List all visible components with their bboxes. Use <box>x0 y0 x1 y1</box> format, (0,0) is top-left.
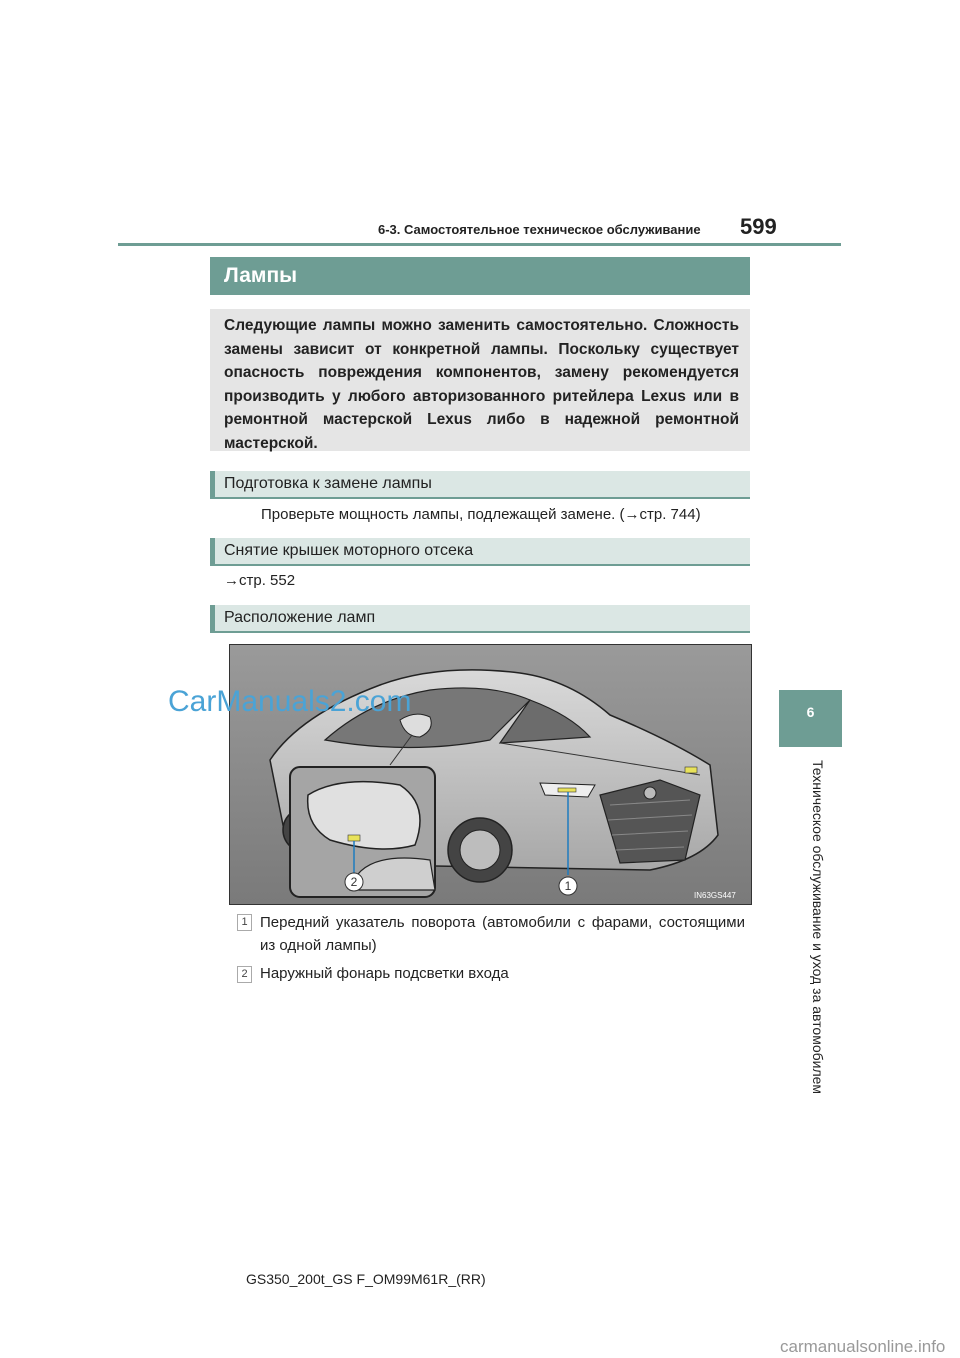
legend-number-badge: 2 <box>237 966 252 983</box>
section-heading: Расположение ламп <box>224 609 376 626</box>
footer-site-watermark: carmanualsonline.info <box>780 1337 946 1356</box>
chapter-number: 6 <box>806 704 815 720</box>
figure-code: IN63GS447 <box>694 891 736 900</box>
legend-item-text: Передний указатель поворота (автомобили с фарами, состоящими из одной лампы) <box>260 914 745 954</box>
page-number: 599 <box>740 214 777 239</box>
car-drawing <box>230 645 751 904</box>
callout-2-label: 2 <box>350 875 358 889</box>
callout-1-label: 1 <box>564 879 572 893</box>
legend-item-text: Наружный фонарь подсветки входа <box>260 965 509 982</box>
chapter-title: Техническое обслуживание и уход за автомобилем <box>810 760 826 1095</box>
header-divider <box>118 243 841 246</box>
car-lamp-illustration <box>229 644 752 905</box>
section-heading-accent <box>210 471 215 499</box>
section-text: Проверьте мощность лампы, подлежащей замене. (→стр. 744) <box>261 506 701 523</box>
legend-number-badge: 1 <box>237 914 252 931</box>
watermark: CarManuals2.com <box>168 685 412 718</box>
section-heading-accent <box>210 605 215 633</box>
section-heading-accent <box>210 538 215 566</box>
section-heading: Снятие крышек моторного отсека <box>224 542 474 559</box>
page-title: Лампы <box>224 264 298 287</box>
section-header: 6-3. Самостоятельное техническое обслуживание <box>378 222 701 237</box>
section-heading: Подготовка к замене лампы <box>224 475 432 492</box>
intro-text: Следующие лампы можно заменить самостоятельно. Сложность замены зависит от конкретной лампы. Поскольку существует опасность повреждения компонентов, замену рекомендуется производить у любого авторизованного ритейлера Lexus или в ремонтной мастерской Lexus либо в надежной ремонтной мастерской. <box>224 317 739 452</box>
footer-manual-code: GS350_200t_GS F_OM99M61R_(RR) <box>246 1271 486 1287</box>
page-reference-link[interactable]: →стр. 552 <box>224 572 296 589</box>
